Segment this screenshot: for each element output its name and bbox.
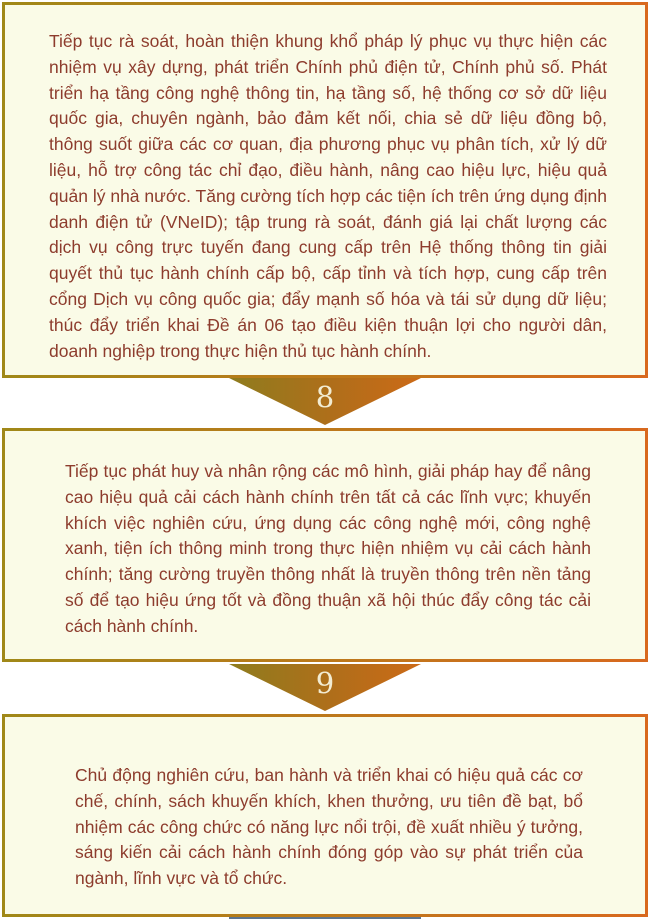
step-number: 8 — [315, 380, 335, 414]
content-box-9 — [2, 428, 648, 662]
step-number: 9 — [315, 666, 335, 700]
content-box-10 — [2, 714, 648, 917]
paragraph-text: Tiếp tục rà soát, hoàn thiện khung khổ pháp lý phục vụ thực hiện các nhiệm vụ xây dựng, phát triển Chính phủ điện tử, Chính phủ số. Phát triển hạ tầng công nghệ thông tin, hạ tầng số, hệ thống cơ sở dữ liệu quốc gia, chuyên ngành, bảo đảm kết nối, chia sẻ dữ liệu đồng bộ, thông suốt giữa các cơ quan, địa phương phục vụ phân tích, xử lý dữ liệu, hỗ trợ công tác chỉ đạo, điều hành, nâng cao hiệu lực, hiệu quả quản lý nhà nước. Tăng cường tích hợp các tiện ích trên ứng dụng định danh điện tử (VNeID); tập trung rà soát, đánh giá lại chất lượng các dịch vụ công trực tuyến đang cung cấp trên Hệ thống thông tin giải quyết thủ tục hành chính cấp bộ, cấp tỉnh và tích hợp, cung cấp trên cổng Dịch vụ công quốc gia; đẩy mạnh số hóa và tái sử dụng dữ liệu; thúc đẩy triển khai Đề án 06 tạo điều kiện thuận lợi cho người dân, doanh nghiệp trong thực hiện thủ tục hành chính. — [49, 31, 607, 361]
down-arrow-connector-9 — [229, 664, 421, 711]
down-arrow-connector-8 — [229, 378, 421, 425]
content-box-8 — [2, 2, 648, 378]
paragraph-text: Chủ động nghiên cứu, ban hành và triển khai có hiệu quả các cơ chế, chính, sách khuyến khích, khen thưởng, ưu tiên đề bạt, bổ nhiệm các công chức có năng lực nổi trội, đề xuất nhiều ý tưởng, sáng kiến cải cách hành chính đóng góp vào sự phát triển của ngành, lĩnh vực và tổ chức. — [75, 765, 583, 889]
paragraph-text: Tiếp tục phát huy và nhân rộng các mô hình, giải pháp hay để nâng cao hiệu quả cải cách hành chính trên tất cả các lĩnh vực; khuyến khích việc nghiên cứu, ứng dụng các công nghệ mới, công nghệ xanh, tiện ích thông minh trong thực hiện nhiệm vụ cải cách hành chính; tăng cường truyền thông nhất là truyền thông trên nền tảng số để tạo hiệu ứng tốt và đồng thuận xã hội thúc đẩy công tác cải cách hành chính. — [65, 461, 591, 636]
